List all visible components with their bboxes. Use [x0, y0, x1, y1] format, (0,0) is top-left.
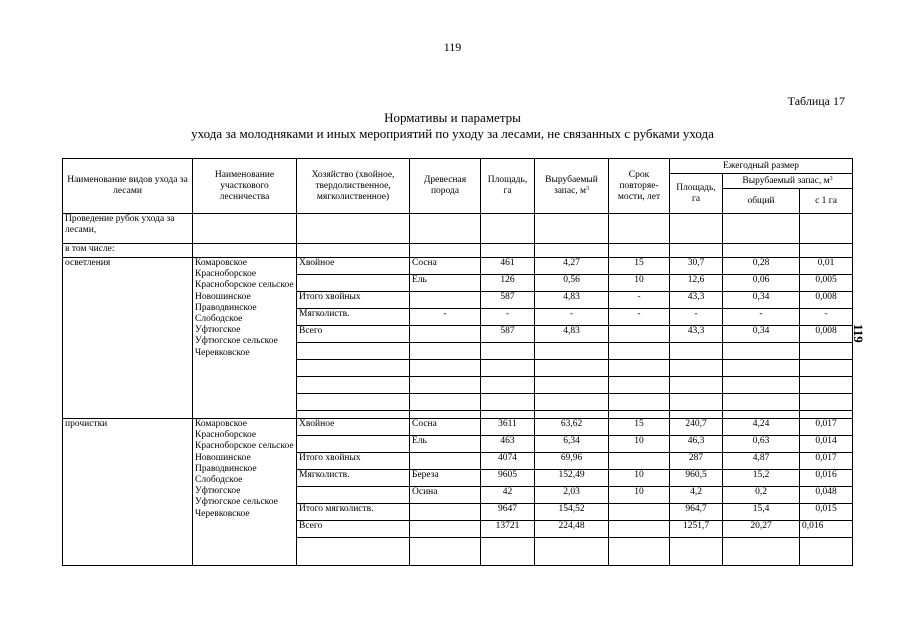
table-row: Ель 463 6,34 10 46,3 0,63 0,014	[63, 436, 853, 453]
header-repeat: Срок повторяе-мости, лет	[609, 159, 670, 214]
norms-table	[62, 158, 853, 566]
header-kind: Наименование видов ухода за лесами	[63, 159, 193, 214]
table-row: Мягколиств. - - - - - - -	[63, 309, 853, 326]
table-row: Итого мягколиств. 9647 154,52 964,7 15,4 0,015	[63, 504, 853, 521]
intro-cell-2: в том числе:	[63, 244, 193, 258]
table-row: осветления Комаровское Красноборское Красноборское сельское Новошинское Праводвинское Слободское Уфтюгское Уфтюгское сельское Черевковское Хвойное Сосна 461 4,27 15 30,7 0,28 0,01	[63, 258, 853, 275]
header-annual: Ежегодный размер	[670, 159, 853, 174]
forestry-list: Комаровское Красноборское Красноборское сельское Новошинское Праводвинское Слободское Уфтюгское Уфтюгское сельское Черевковское	[193, 258, 297, 419]
header-stock: Вырубаемый запас, $м^3$	[535, 159, 609, 214]
table-label: Таблица 17	[787, 94, 845, 108]
table-row: Всего 13721 224,48 1251,7 20,27 0,016	[63, 521, 853, 538]
table-row: Итого хвойных 587 4,83 - 43,3 0,34 0,008	[63, 292, 853, 309]
forestry-list: Комаровское Красноборское Красноборское сельское Новошинское Праводвинское Слободское Уфтюгское Уфтюгское сельское Черевковское	[193, 419, 297, 566]
header-farm: Хозяйство (хвойное, твердолиственное, мягколиственное)	[297, 159, 410, 214]
header-species: Древесная порода	[410, 159, 481, 214]
group-name: прочистки	[63, 419, 193, 566]
page-number: 119	[443, 40, 462, 54]
table-row: Итого хвойных 4074 69,96 287 4,87 0,017	[63, 453, 853, 470]
header-area: Площадь, га	[481, 159, 535, 214]
header-annual-area: Площадь, га	[670, 174, 723, 214]
table-row: прочистки Комаровское Красноборское Красноборское сельское Новошинское Праводвинское Слободское Уфтюгское Уфтюгское сельское Черевковское Хвойное Сосна 3611 63,62 15 240,7 4,24 0,017	[63, 419, 853, 436]
side-page-number: 119	[851, 324, 866, 343]
header-annual-stock: Вырубаемый запас, $м^3$	[723, 174, 853, 189]
table-title-line1: Нормативы и параметры	[384, 110, 521, 125]
table-row: Всего 587 4,83 43,3 0,34 0,008	[63, 326, 853, 343]
header-stock-total: общий	[723, 189, 800, 214]
header-stock-per-ha: с 1 га	[800, 189, 853, 214]
header-forestry: Наименование участкового лесничества	[193, 159, 297, 214]
table-row: Осина 42 2,03 10 4,2 0,2 0,048	[63, 487, 853, 504]
table-title-line2: ухода за молодняками и иных мероприятий по уходу за лесами, не связанных с рубками ухода	[191, 126, 714, 141]
group-name: осветления	[63, 258, 193, 419]
table-row: Ель 126 0,56 10 12,6 0,06 0,005	[63, 275, 853, 292]
table-row: Мягколиств. Береза 9605 152,49 10 960,5 15,2 0,016	[63, 470, 853, 487]
intro-cell: Проведение рубок ухода за лесами,	[63, 214, 193, 244]
